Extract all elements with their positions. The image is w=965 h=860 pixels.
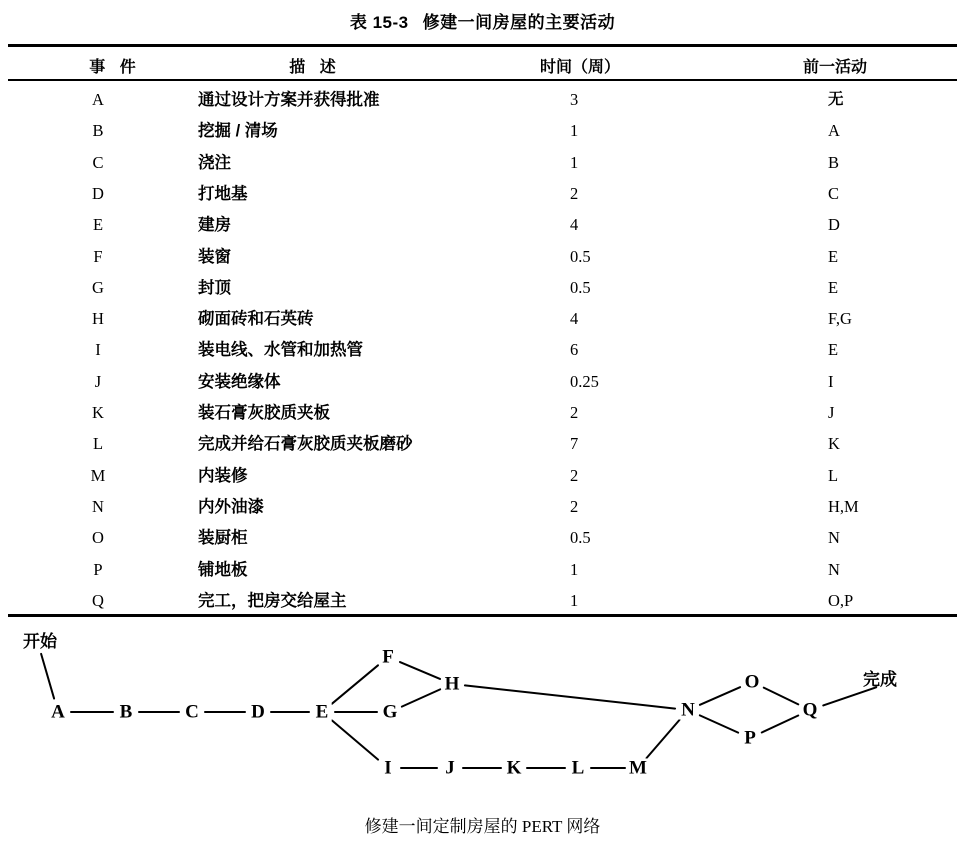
pert-node-k: K — [504, 759, 525, 778]
cell-predecessor: D — [828, 215, 840, 235]
cell-event: K — [92, 403, 104, 422]
cell-description: 砌面砖和石英砖 — [198, 310, 314, 329]
pert-edge-g-h — [402, 689, 440, 706]
pert-node-e: E — [313, 703, 332, 722]
cell-event: L — [92, 434, 104, 454]
table-row — [0, 278, 965, 309]
cell-description: 装电线、水管和加热管 — [198, 341, 363, 360]
pert-node-g: G — [380, 703, 401, 722]
pert-node-m: M — [626, 759, 650, 778]
cell-predecessor: B — [828, 152, 840, 172]
table-row — [0, 247, 965, 278]
table-header-rule — [8, 79, 957, 81]
cell-predecessor: E — [828, 340, 839, 360]
pert-node-d: D — [248, 703, 268, 722]
pert-node-a: A — [48, 703, 68, 722]
pert-node-o: O — [742, 673, 763, 692]
cell-time: 1 — [570, 121, 579, 141]
cell-description: 浇注 — [198, 153, 231, 172]
column-header-predecessor: 前一活动 — [802, 59, 867, 76]
pert-edge-f-h — [400, 662, 440, 679]
cell-event: Q — [92, 590, 104, 610]
cell-predecessor: I — [828, 371, 834, 391]
table-title — [0, 8, 965, 33]
cell-time: 2 — [570, 465, 579, 485]
cell-predecessor: N — [828, 559, 840, 579]
table-title-text: 修建一间房屋的主要活动 — [422, 13, 616, 32]
table-top-rule — [8, 44, 957, 47]
pert-edge-p-q — [762, 715, 798, 732]
pert-node-l: L — [569, 759, 588, 778]
cell-description: 完工，把房交给屋主 — [198, 591, 347, 610]
pert-edge-e-i — [332, 720, 378, 759]
cell-description: 铺地板 — [198, 560, 248, 579]
cell-time: 1 — [570, 590, 579, 610]
table-row — [0, 153, 965, 184]
pert-node-h: H — [442, 675, 463, 694]
cell-predecessor: H,M — [828, 496, 859, 516]
cell-time: 3 — [570, 90, 579, 109]
table-row — [0, 215, 965, 246]
cell-predecessor: K — [828, 434, 840, 454]
table-row — [0, 434, 965, 465]
table-row — [0, 560, 965, 591]
cell-description: 安装绝缘体 — [198, 372, 281, 391]
figure-caption: 修建一间定制房屋的 PERT 网络 — [364, 817, 601, 836]
pert-network-diagram — [0, 618, 965, 803]
cell-time: 4 — [570, 309, 579, 329]
column-header-description: 描 述 — [289, 59, 341, 76]
pert-edge-start-a — [41, 654, 54, 699]
cell-predecessor: O,P — [828, 590, 854, 610]
pert-node-n: N — [678, 701, 698, 720]
pert-node-b: B — [117, 703, 136, 722]
cell-time: 4 — [570, 215, 579, 235]
cell-event: G — [92, 277, 104, 297]
cell-predecessor: F,G — [828, 309, 852, 329]
table-row — [0, 372, 965, 403]
pert-edge-n-o — [700, 687, 740, 705]
table-row — [0, 466, 965, 497]
pert-edge-q-finish — [823, 687, 876, 705]
column-header-event: 事 件 — [89, 59, 141, 76]
cell-event: O — [92, 528, 104, 548]
pert-edge-m-n — [646, 720, 679, 758]
cell-event: D — [92, 183, 104, 203]
pert-edge-o-q — [764, 688, 799, 705]
cell-event: H — [92, 309, 104, 329]
cell-event: F — [93, 246, 103, 266]
pert-node-q: Q — [800, 701, 821, 720]
cell-event: B — [92, 121, 104, 141]
cell-time: 2 — [570, 496, 579, 516]
cell-event: E — [92, 215, 104, 235]
table-row — [0, 528, 965, 559]
cell-predecessor: A — [828, 121, 840, 141]
pert-edge-h-n — [465, 685, 675, 708]
cell-event: I — [95, 340, 101, 360]
cell-description: 建房 — [198, 216, 231, 235]
cell-time: 0.5 — [570, 277, 591, 297]
cell-event: C — [92, 152, 104, 172]
pert-edge-e-f — [332, 665, 378, 703]
pert-node-j: J — [442, 759, 458, 778]
column-header-time: 时间（周） — [539, 59, 620, 76]
cell-description: 挖掘 / 清场 — [198, 122, 278, 141]
cell-time: 0.5 — [570, 528, 591, 548]
cell-event: N — [92, 496, 104, 516]
cell-description: 完成并给石膏灰胶质夹板磨砂 — [198, 435, 413, 454]
pert-edge-n-p — [700, 715, 738, 732]
cell-event: J — [94, 371, 102, 391]
cell-time: 0.5 — [570, 246, 591, 266]
cell-predecessor: E — [828, 246, 839, 266]
cell-event: P — [93, 559, 103, 579]
cell-predecessor: L — [828, 465, 839, 485]
cell-time: 2 — [570, 403, 579, 422]
start-label: 开始 — [23, 632, 57, 651]
cell-time: 2 — [570, 183, 579, 203]
pert-node-i: I — [381, 759, 394, 778]
cell-description: 装石膏灰胶质夹板 — [198, 404, 330, 422]
cell-description: 封顶 — [198, 278, 231, 297]
finish-label: 完成 — [863, 670, 897, 689]
cell-description: 装窗 — [198, 247, 231, 266]
cell-event: M — [90, 465, 106, 485]
cell-description: 内装修 — [198, 466, 248, 485]
cell-time: 7 — [570, 434, 579, 454]
cell-predecessor: J — [828, 403, 835, 422]
table-row — [0, 497, 965, 528]
cell-predecessor: C — [828, 183, 840, 203]
cell-predecessor: N — [828, 528, 840, 548]
cell-time: 6 — [570, 340, 579, 360]
cell-description: 通过设计方案并获得批准 — [198, 91, 380, 109]
table-row — [0, 403, 965, 434]
pert-node-f: F — [379, 648, 397, 667]
table-number: 表 15-3 — [349, 13, 409, 32]
table-row — [0, 340, 965, 371]
cell-description: 内外油漆 — [198, 497, 264, 516]
table-row — [0, 90, 965, 121]
cell-time: 0.25 — [570, 371, 599, 391]
table-row — [0, 309, 965, 340]
pert-node-c: C — [182, 703, 202, 722]
cell-description: 装厨柜 — [198, 529, 248, 548]
table-row — [0, 121, 965, 152]
cell-predecessor: 无 — [828, 91, 844, 108]
cell-time: 1 — [570, 152, 579, 172]
cell-predecessor: E — [828, 277, 839, 297]
cell-description: 打地基 — [198, 184, 248, 203]
pert-node-p: P — [741, 729, 759, 748]
cell-time: 1 — [570, 559, 579, 579]
cell-event: A — [92, 90, 104, 109]
table-row — [0, 184, 965, 215]
